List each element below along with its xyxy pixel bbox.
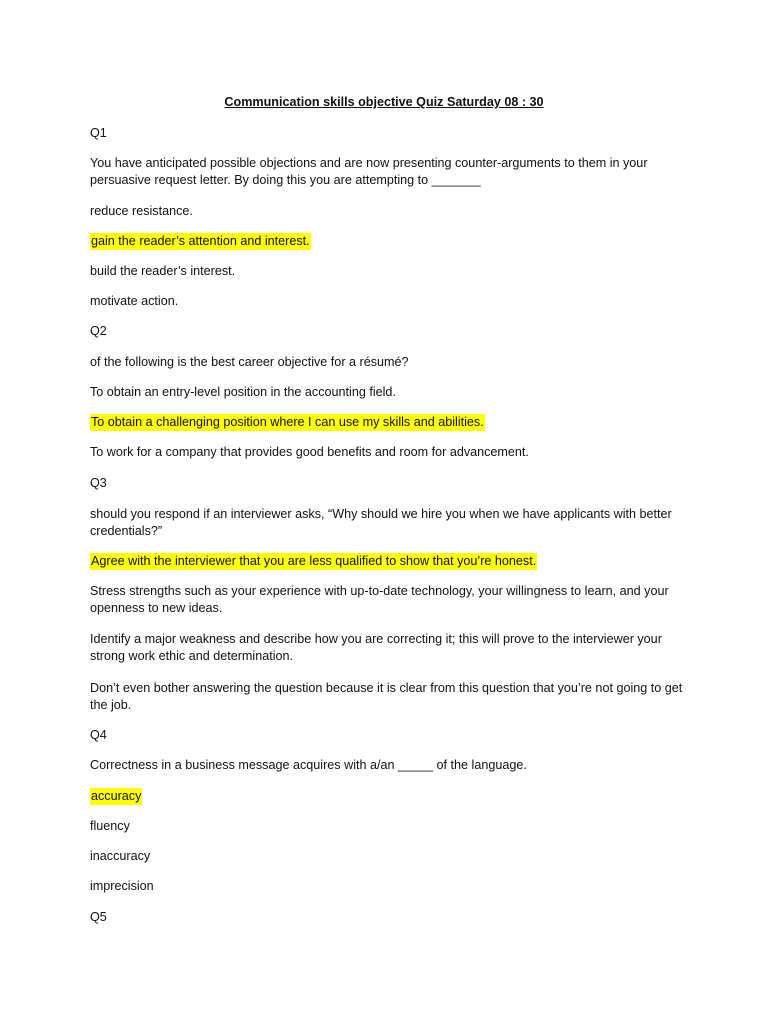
option-q3-2: Stress strengths such as your experience with up-to-date technology, your willingness to learn, and your openness to new ideas. xyxy=(90,584,669,615)
option-q1-3: build the reader’s interest. xyxy=(90,264,236,278)
question-stem-q1: You have anticipated possible objections and are now presenting counter-arguments to them in your persuasive request letter. By doing this you are attempting to _______ xyxy=(90,156,648,187)
option-q2-1: To obtain an entry-level position in the accounting field. xyxy=(90,385,396,399)
question-stem-q4: Correctness in a business message acquires with a/an _____ of the language. xyxy=(90,758,527,772)
option-q4-2: fluency xyxy=(90,819,130,833)
option-q4-3: inaccuracy xyxy=(90,849,151,863)
question-label-q3: Q3 xyxy=(90,476,107,490)
option-q3-3: Identify a major weakness and describe how you are correcting it; this will prove to the interviewer your strong work ethic and determination. xyxy=(90,632,662,663)
highlighted-answer: gain the reader’s attention and interest. xyxy=(91,234,310,248)
question-stem-q3: should you respond if an interviewer asks, “Why should we hire you when we have applicants with better credentials?” xyxy=(90,507,672,538)
highlighted-answer: To obtain a challenging position where I can use my skills and abilities. xyxy=(91,415,484,429)
option-q3-4: Don’t even bother answering the question because it is clear from this question that you’re not going to get the job. xyxy=(90,681,683,712)
option-q1-4: motivate action. xyxy=(90,294,179,308)
question-label-q1: Q1 xyxy=(90,126,107,140)
option-q4-1-highlighted xyxy=(90,788,690,805)
option-q2-2-highlighted xyxy=(90,414,690,431)
option-q3-1-highlighted xyxy=(90,553,690,570)
highlighted-answer: accuracy xyxy=(91,789,142,803)
option-q2-3: To work for a company that provides good benefits and room for advancement. xyxy=(90,445,529,459)
option-q1-2-highlighted xyxy=(90,233,690,250)
question-stem-q2: of the following is the best career objective for a résumé? xyxy=(90,355,409,369)
question-label-q5: Q5 xyxy=(90,910,107,924)
option-q1-1: reduce resistance. xyxy=(90,204,193,218)
question-label-q2: Q2 xyxy=(90,324,107,338)
highlighted-answer: Agree with the interviewer that you are less qualified to show that you’re honest. xyxy=(91,554,537,568)
question-label-q4: Q4 xyxy=(90,728,107,742)
document-title: Communication skills objective Quiz Saturday 08 : 30 xyxy=(224,95,544,109)
option-q4-4: imprecision xyxy=(90,879,154,893)
